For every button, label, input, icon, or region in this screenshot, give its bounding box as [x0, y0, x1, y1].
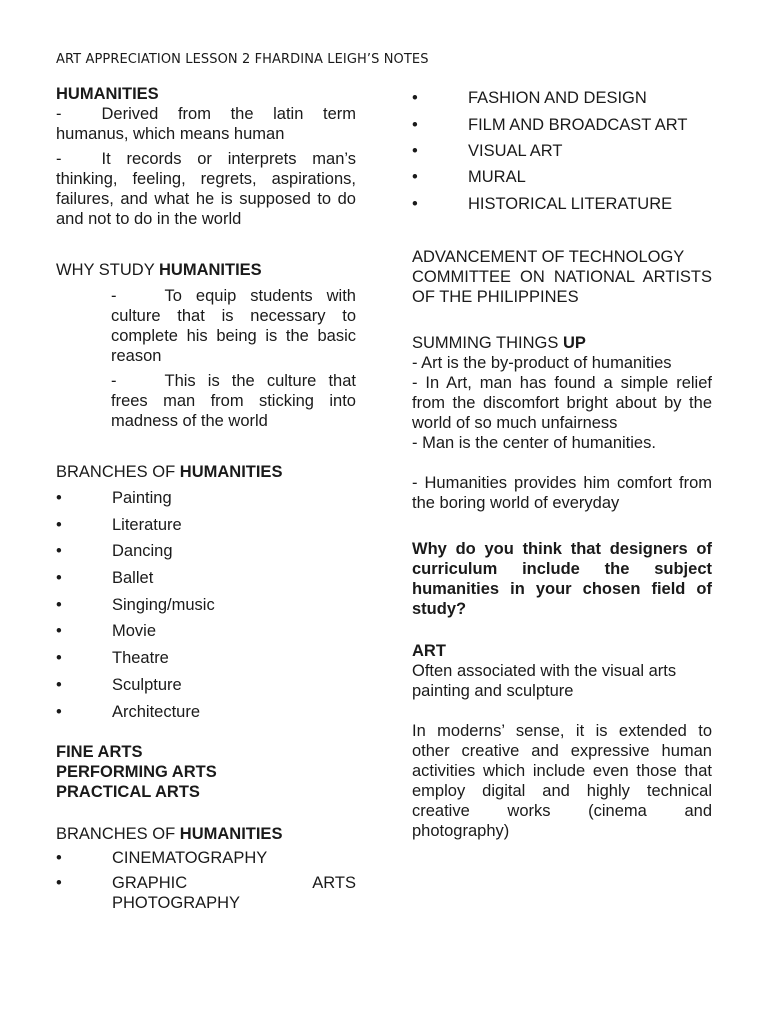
why-reason-2: - This is the culture that frees man from sticking into madness of the world	[111, 372, 356, 430]
list-item: • Theatre	[56, 649, 169, 668]
arts-type-item: PERFORMING ARTS	[56, 763, 217, 782]
right-column	[412, 88, 712, 841]
summing-heading: SUMMING THINGS UP	[412, 333, 586, 352]
branches-heading: BRANCHES OF HUMANITIES	[56, 463, 283, 481]
committee-text: COMMITTEE ON NATIONAL ARTISTS OF THE PHILIPPINES	[412, 267, 712, 306]
art-heading: ART	[412, 641, 446, 660]
summary-3: - Man is the center of humanities.	[412, 433, 656, 452]
summary-2: - In Art, man has found a simple relief from the discomfort bright about by the world of so much unfairness	[412, 373, 712, 432]
branches-list	[56, 488, 356, 728]
graphic-arts-text: GRAPHIC ARTS PHOTOGRAPHY	[112, 874, 356, 913]
list-item: • FILM AND BROADCAST ART	[412, 115, 688, 134]
humanities-heading: HUMANITIES	[56, 85, 159, 103]
list-item: • GRAPHIC ARTS PHOTOGRAPHY	[56, 874, 356, 913]
list-item: • Painting	[56, 489, 172, 507]
art-paragraph-1: Often associated with the visual arts painting and sculpture	[412, 661, 677, 700]
list-item: • Sculpture	[56, 675, 182, 694]
why-study-heading: WHY STUDY HUMANITIES	[56, 261, 262, 279]
list-item: • FASHION AND DESIGN	[412, 89, 647, 107]
definition-2-text: It records or interprets man’s thinking, feeling, regrets, aspirations, failures, and what he is supposed to do and not to do in the world	[56, 150, 356, 228]
reflection-question: Why do you think that designers of curriculum include the subject humanities in your chosen field of study?	[412, 539, 712, 618]
definition-1-text: Derived from the latin term humanus, which means human	[56, 105, 356, 143]
why-reason-1: - To equip students with culture that is necessary to complete his being is the basic reason	[111, 287, 356, 365]
list-item: • Architecture	[56, 702, 201, 721]
fields-list	[412, 88, 712, 221]
left-column	[56, 84, 356, 913]
definition-1: - Derived from the latin term humanus, which means human	[56, 105, 356, 143]
list-item: • Dancing	[56, 542, 173, 561]
list-item: • Literature	[56, 515, 182, 534]
list-item: • CINEMATOGRAPHY	[56, 849, 268, 868]
page-title: ART APPRECIATION LESSON 2 FHARDINA LEIGH’S NOTES	[56, 52, 429, 67]
summary-4: - Humanities provides him comfort from the boring world of everyday	[412, 473, 712, 512]
art-paragraph-2: In moderns’ sense, it is extended to other creative and expressive human activities which include even those that employ digital and highly technical creative works (cinema and photography)	[412, 721, 712, 840]
list-item: • VISUAL ART	[412, 141, 563, 160]
list-item: • Movie	[56, 622, 157, 641]
definition-2: - It records or interprets man’s thinking, feeling, regrets, aspirations, failures, and what he is supposed to do and not to do in the world	[56, 150, 356, 228]
arts-type-item: PRACTICAL ARTS	[56, 783, 200, 802]
arts-types	[56, 742, 356, 802]
advancement-text: ADVANCEMENT OF TECHNOLOGY	[412, 247, 685, 266]
branches-heading-2: BRANCHES OF HUMANITIES	[56, 825, 283, 844]
arts-type-item: FINE ARTS	[56, 743, 143, 762]
list-item: • Singing/music	[56, 595, 215, 614]
list-item: • HISTORICAL LITERATURE	[412, 195, 673, 214]
list-item: • Ballet	[56, 569, 154, 588]
list-item: • MURAL	[412, 168, 526, 187]
summary-1: - Art is the by-product of humanities	[412, 353, 672, 372]
